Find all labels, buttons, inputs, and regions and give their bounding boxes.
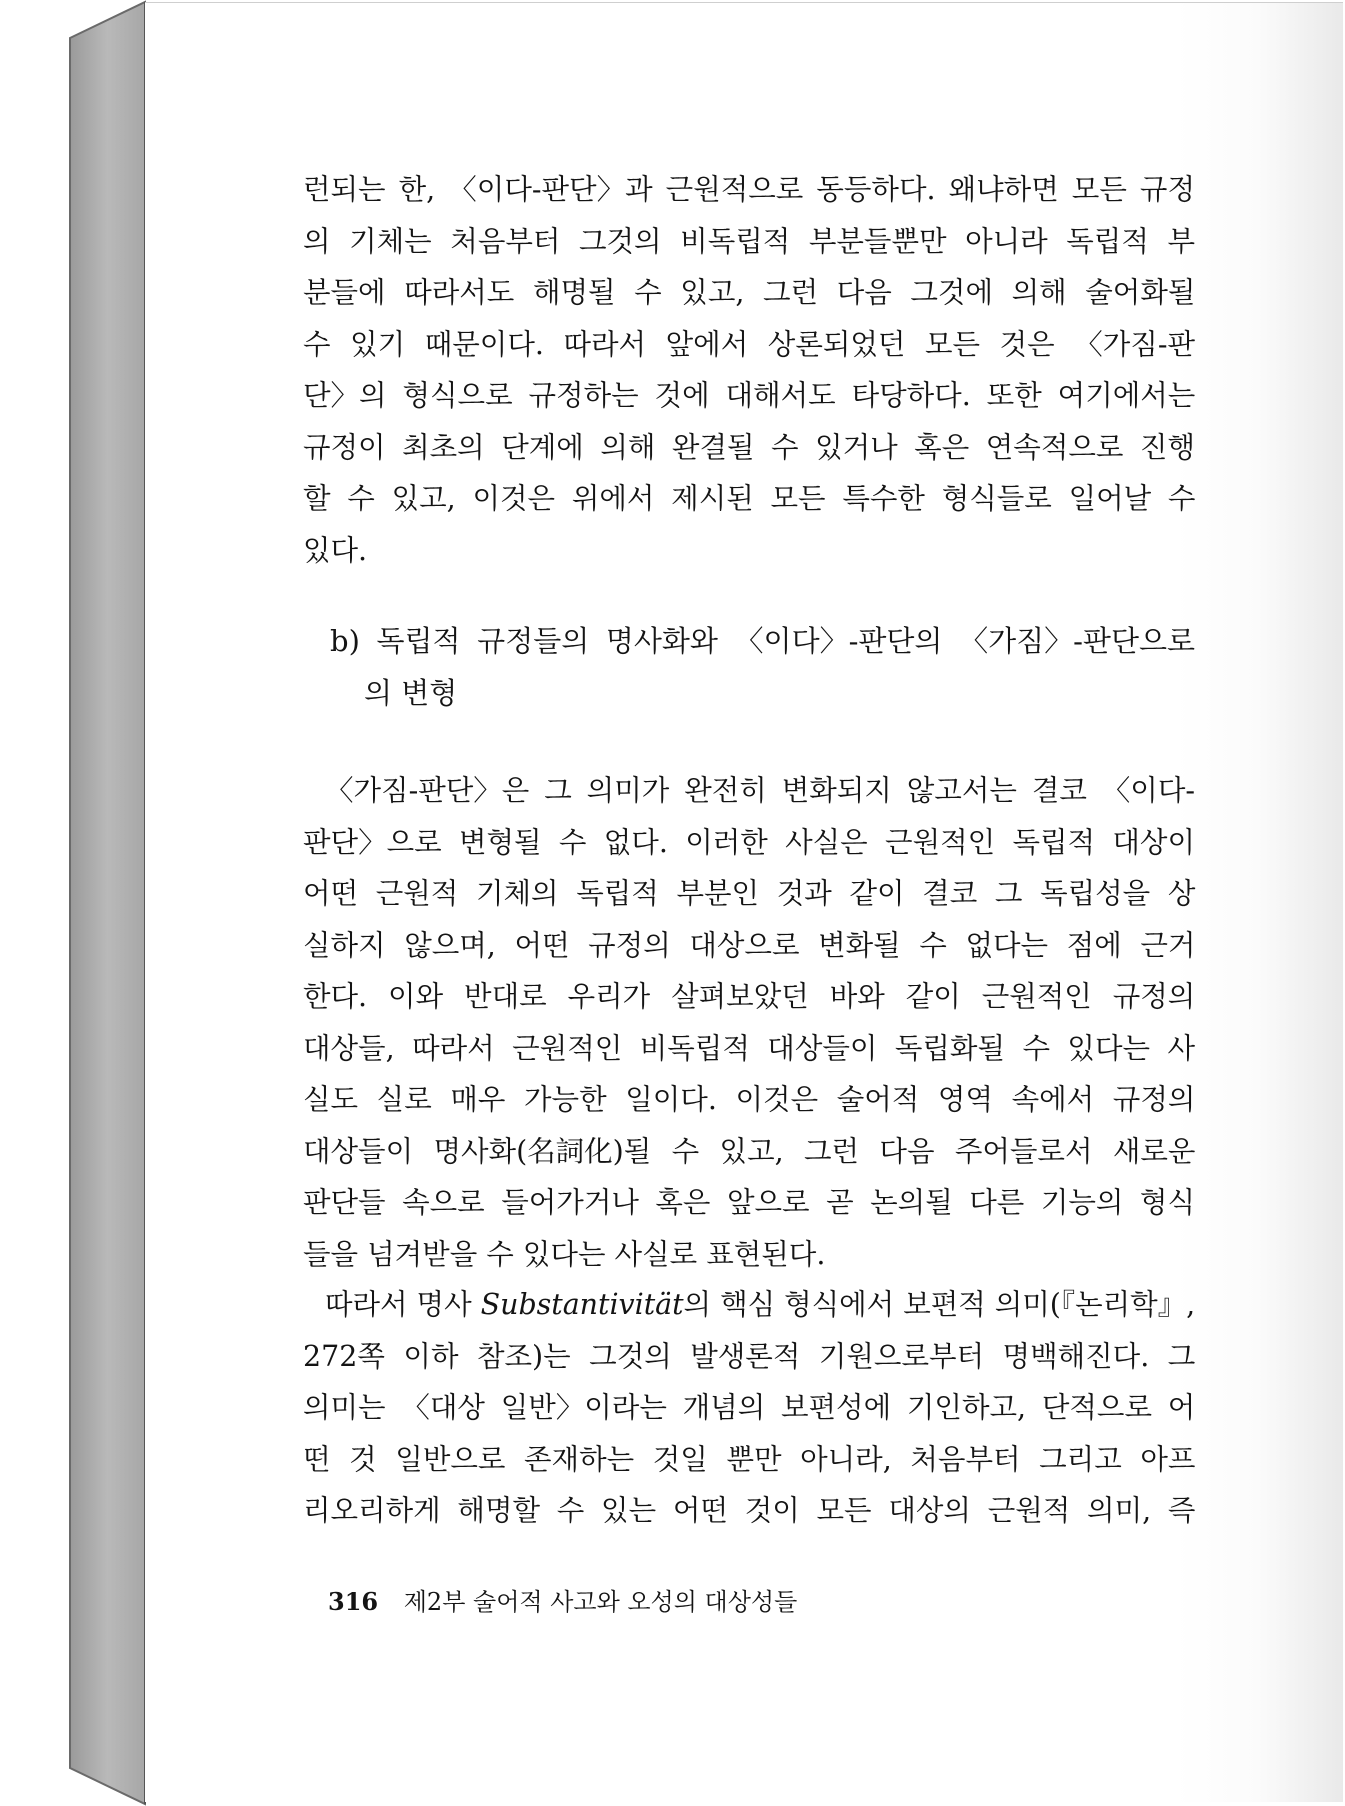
paragraph-3 — [303, 1279, 1195, 1537]
section-heading — [330, 615, 1195, 719]
text-line: 할 수 있고, 이것은 위에서 제시된 모든 특수한 형식들로 일어날 수 — [303, 482, 1196, 515]
text-line: 들을 넘겨받을 수 있다는 사실로 표현된다. — [303, 1237, 826, 1271]
text-line: 272쪽 이하 참조)는 그것의 발생론적 기원으로부터 명백해진다. 그 — [303, 1339, 1196, 1373]
text-line: 리오리하게 해명할 수 있는 어떤 것이 모든 대상의 근원적 의미, 즉 — [303, 1494, 1196, 1527]
text-line: 대상들, 따라서 근원적인 비독립적 대상들이 독립화될 수 있다는 사 — [303, 1031, 1195, 1065]
text-line: 대상들이 명사화(名詞化)될 수 있고, 그런 다음 주어들로서 새로운 — [303, 1134, 1196, 1168]
text-line — [303, 1279, 1195, 1331]
text-segment: 따라서 명사 — [325, 1288, 481, 1321]
text-line: 판단들 속으로 들어가거나 혹은 앞으로 곧 논의될 다른 기능의 형식 — [303, 1186, 1195, 1219]
text-line: 떤 것 일반으로 존재하는 것일 뿐만 아니라, 처음부터 그리고 아프 — [303, 1442, 1196, 1476]
paragraph-1 — [303, 164, 1195, 576]
text-line: 의 기체는 처음부터 그것의 비독립적 부분들뿐만 아니라 독립적 부 — [303, 224, 1195, 258]
heading-line: b) 독립적 규정들의 명사화와 〈이다〉-판단의 〈가짐〉-판단으로 — [330, 624, 1195, 658]
text-line: 의미는 〈대상 일반〉이라는 개념의 보편성에 기인하고, 단적으로 어 — [303, 1391, 1196, 1424]
book-spine — [0, 0, 150, 1806]
book-page — [145, 2, 1343, 1802]
page-footer — [328, 1582, 797, 1617]
text-line: 수 있기 때문이다. 따라서 앞에서 상론되었던 모든 것은 〈가짐-판 — [303, 327, 1195, 361]
text-line: 실하지 않으며, 어떤 규정의 대상으로 변화될 수 없다는 점에 근거 — [303, 928, 1196, 962]
text-line: 실도 실로 매우 가능한 일이다. 이것은 술어적 영역 속에서 규정의 — [303, 1083, 1196, 1116]
text-line: 〈가짐-판단〉은 그 의미가 완전히 변화되지 않고서는 결코 〈이다- — [325, 774, 1195, 807]
text-line: 런되는 한, 〈이다-판단〉과 근원적으로 동등하다. 왜냐하면 모든 규정 — [303, 173, 1195, 206]
text-line: 어떤 근원적 기체의 독립적 부분인 것과 같이 결코 그 독립성을 상 — [303, 877, 1196, 910]
foreign-term: Substantivität — [480, 1288, 684, 1321]
heading-line: 의 변형 — [364, 676, 458, 710]
text-line: 있다. — [303, 533, 368, 567]
paragraph-2 — [303, 765, 1195, 1280]
text-line: 단〉의 형식으로 규정하는 것에 대해서도 타당하다. 또한 여기에서는 — [303, 379, 1196, 412]
text-line: 규정이 최초의 단계에 의해 완결될 수 있거나 혹은 연속적으로 진행 — [303, 430, 1195, 464]
text-segment: 의 핵심 형식에서 보편적 의미(『논리학』, — [683, 1288, 1196, 1321]
text-line: 판단〉으로 변형될 수 없다. 이러한 사실은 근원적인 독립적 대상이 — [303, 825, 1195, 859]
text-line: 분들에 따라서도 해명될 수 있고, 그런 다음 그것에 의해 술어화될 — [303, 276, 1196, 309]
running-head: 제2부 술어적 사고와 오성의 대상성들 — [403, 1588, 798, 1616]
page-number: 316 — [328, 1587, 379, 1616]
text-line: 한다. 이와 반대로 우리가 살펴보았던 바와 같이 근원적인 규정의 — [303, 980, 1196, 1013]
